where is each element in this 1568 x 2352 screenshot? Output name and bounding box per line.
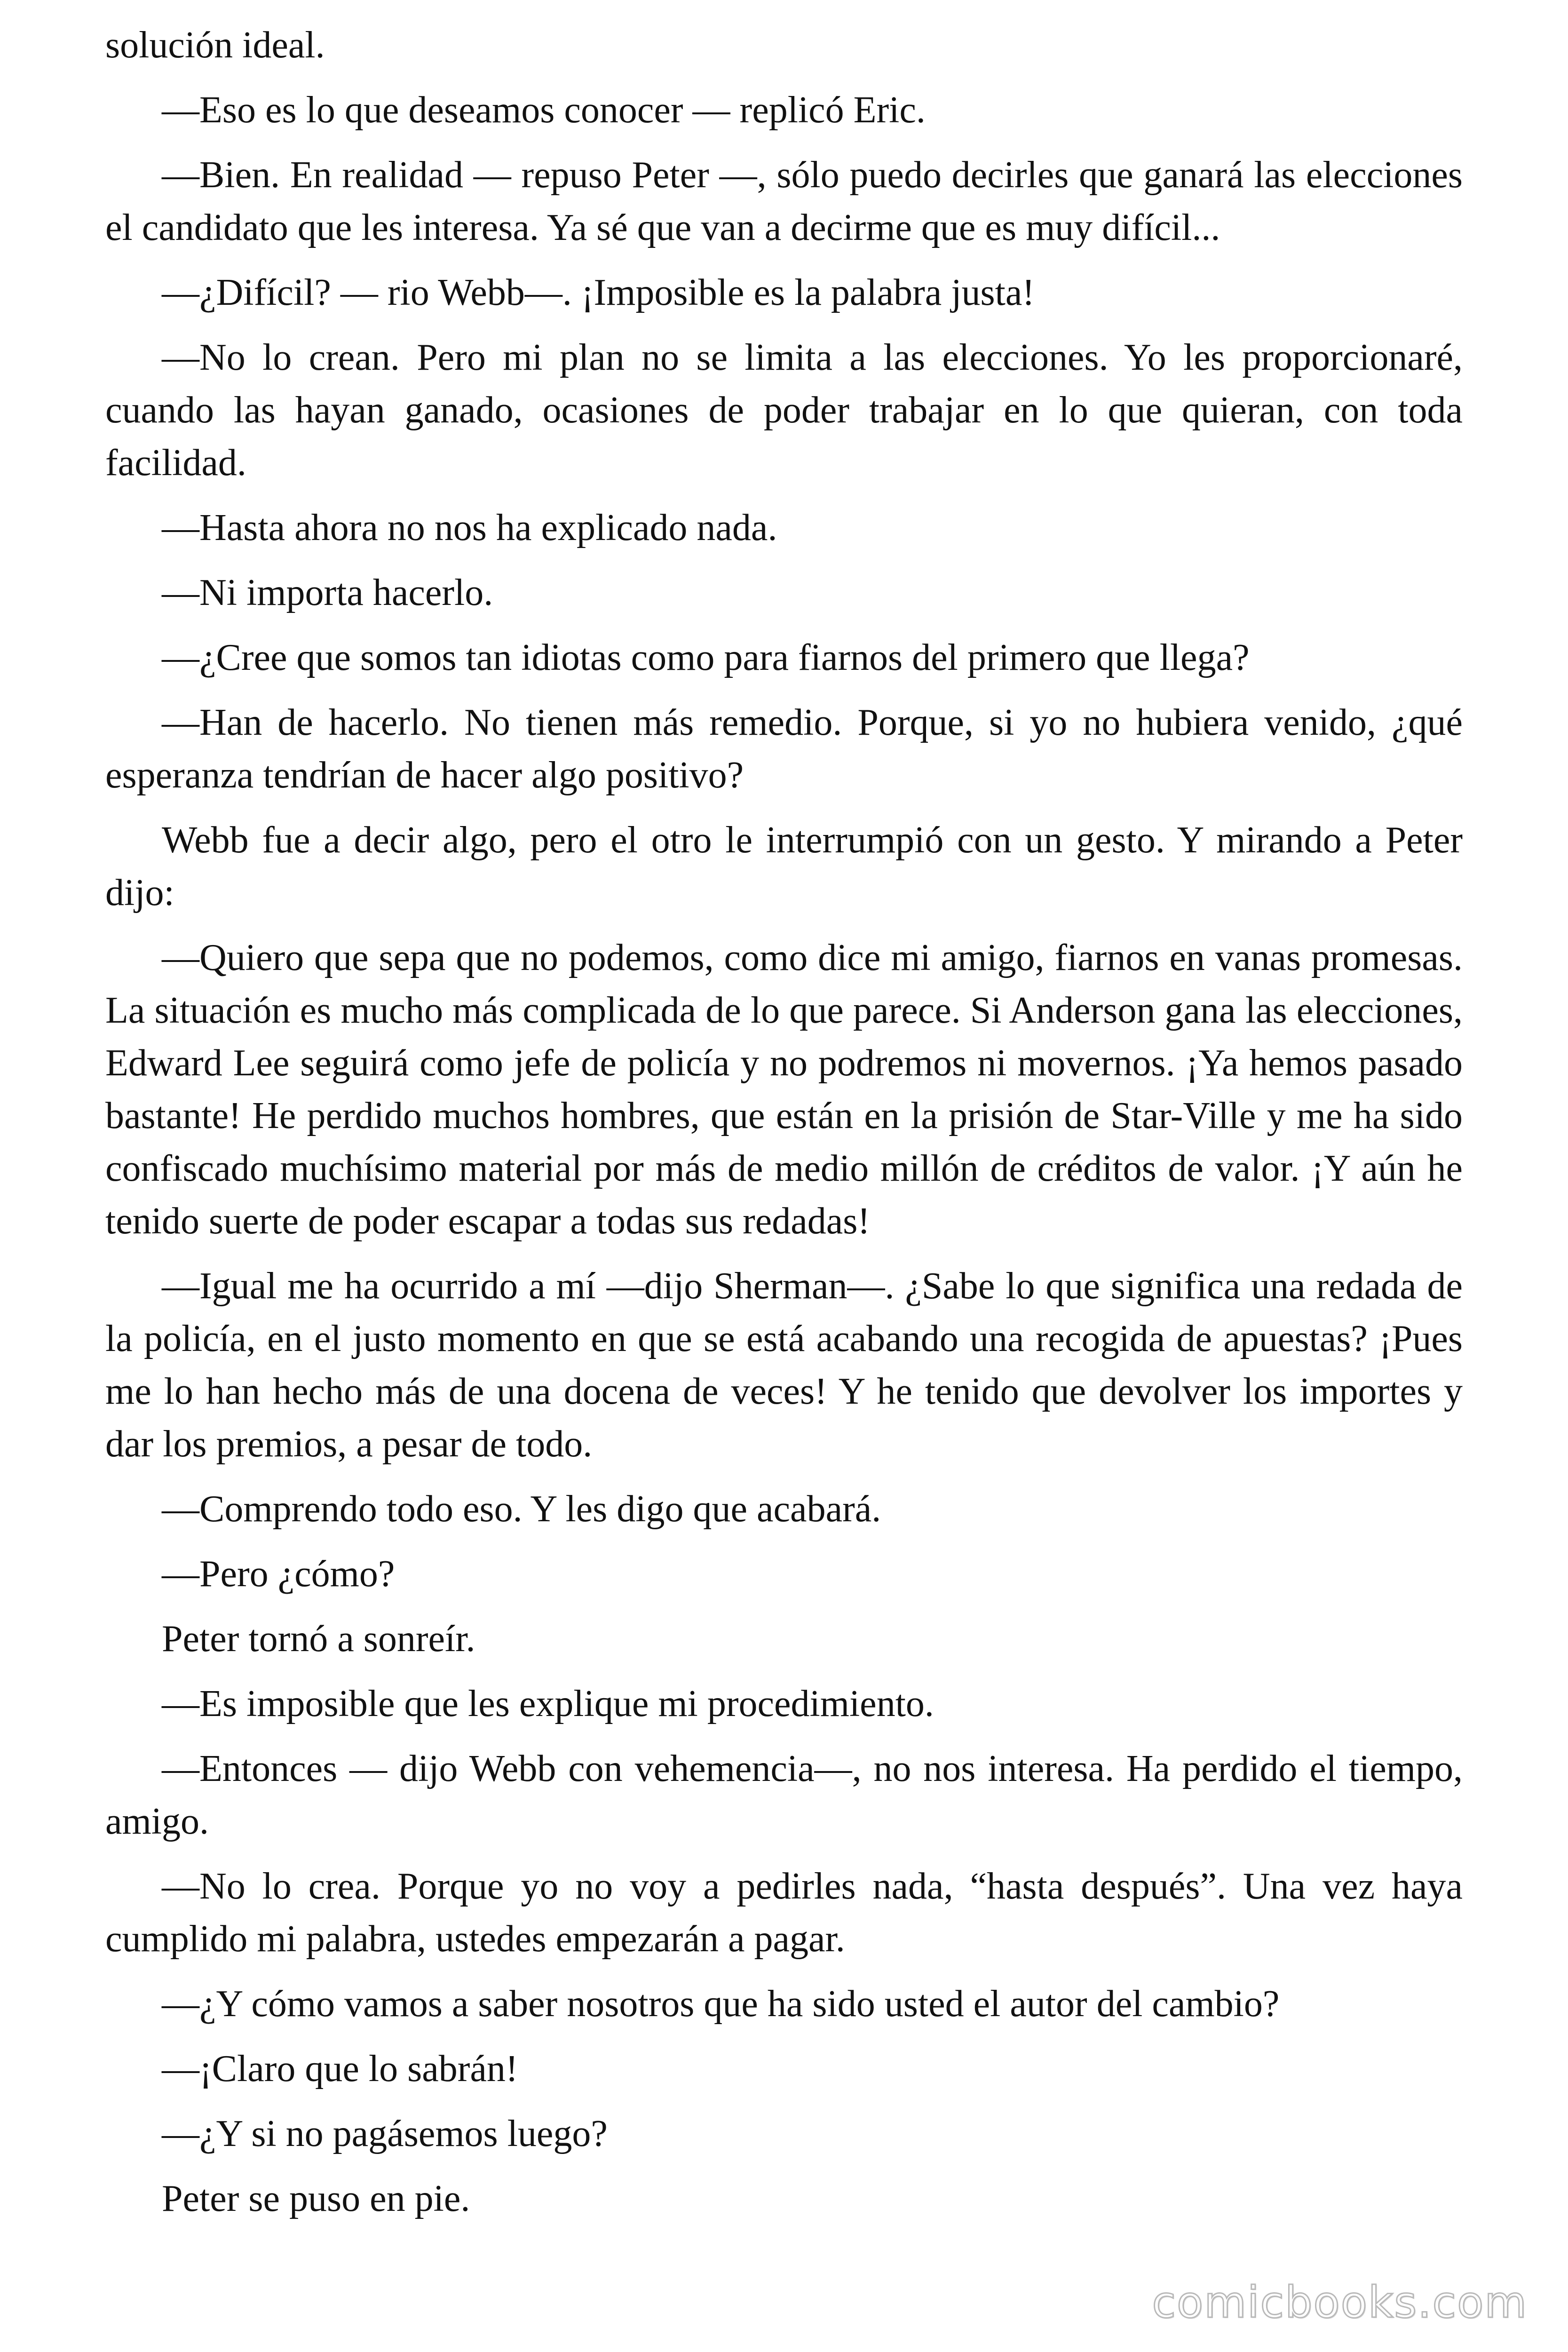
paragraph: Peter se puso en pie. — [162, 2178, 470, 2219]
paragraph: —Quiero que sepa que no podemos, como dice mi amigo, fiarnos en vanas promesas. La situación es mucho más complicada de lo que parece. Si Anderson gana las elecciones, Edward Lee seguirá como jefe de policía y no podremos ni movernos. ¡Ya hemos pasado bastante! He perdido muchos hombres, que están en la prisión de Star-Ville y me ha sido confiscado muchísimo material por más de medio millón de créditos de valor. ¡Y aún he tenido suerte de poder escapar a todas sus redadas! — [105, 937, 1463, 1242]
paragraph: —Eso es lo que deseamos conocer — replicó Eric. — [162, 89, 926, 131]
paragraph: —¿Cree que somos tan idiotas como para fiarnos del primero que llega? — [162, 637, 1250, 678]
paragraph: —Han de hacerlo. No tienen más remedio. Porque, si yo no hubiera venido, ¿qué esperanza tendrían de hacer algo positivo? — [105, 702, 1463, 796]
paragraph: —¿Difícil? — rio Webb—. ¡Imposible es la palabra justa! — [162, 272, 1035, 313]
paragraph: solución ideal. — [105, 24, 325, 66]
paragraph: —¿Y cómo vamos a saber nosotros que ha sido usted el autor del cambio? — [162, 1983, 1280, 2025]
paragraph: —¿Y si no pagásemos luego? — [162, 2113, 608, 2154]
paragraph: —No lo crea. Porque yo no voy a pedirles nada, “hasta después”. Una vez haya cumplido mi palabra, ustedes empezarán a pagar. — [105, 1866, 1463, 1960]
paragraph: —Pero ¿cómo? — [162, 1553, 395, 1595]
paragraph: —Ni importa hacerlo. — [162, 572, 493, 613]
paragraph: —Entonces — dijo Webb con vehemencia—, no nos interesa. Ha perdido el tiempo, amigo. — [105, 1748, 1463, 1842]
paragraph: —No lo crean. Pero mi plan no se limita a las elecciones. Yo les proporcionaré, cuando las hayan ganado, ocasiones de poder trabajar en lo que quieran, con toda facilidad. — [105, 337, 1463, 484]
paragraph: —Hasta ahora no nos ha explicado nada. — [162, 507, 777, 548]
paragraph: Peter tornó a sonreír. — [162, 1618, 475, 1660]
paragraph: —Es imposible que les explique mi procedimiento. — [162, 1683, 934, 1724]
paragraph: —¡Claro que lo sabrán! — [162, 2048, 518, 2090]
paragraph: Webb fue a decir algo, pero el otro le interrumpió con un gesto. Y mirando a Peter dijo: — [105, 819, 1463, 914]
document-page — [105, 19, 1463, 2237]
paragraph: —Igual me ha ocurrido a mí —dijo Sherman—. ¿Sabe lo que significa una redada de la policía, en el justo momento en que se está acabando una recogida de apuestas? ¡Pues me lo han hecho más de una docena de veces! Y he tenido que devolver los importes y dar los premios, a pesar de todo. — [105, 1265, 1463, 1465]
paragraph: —Bien. En realidad — repuso Peter —, sólo puedo decirles que ganará las elecciones el candidato que les interesa. Ya sé que van a decirme que es muy difícil... — [105, 154, 1463, 248]
paragraph: —Comprendo todo eso. Y les digo que acabará. — [162, 1488, 881, 1530]
watermark: comicbooks.com — [1152, 2277, 1528, 2328]
